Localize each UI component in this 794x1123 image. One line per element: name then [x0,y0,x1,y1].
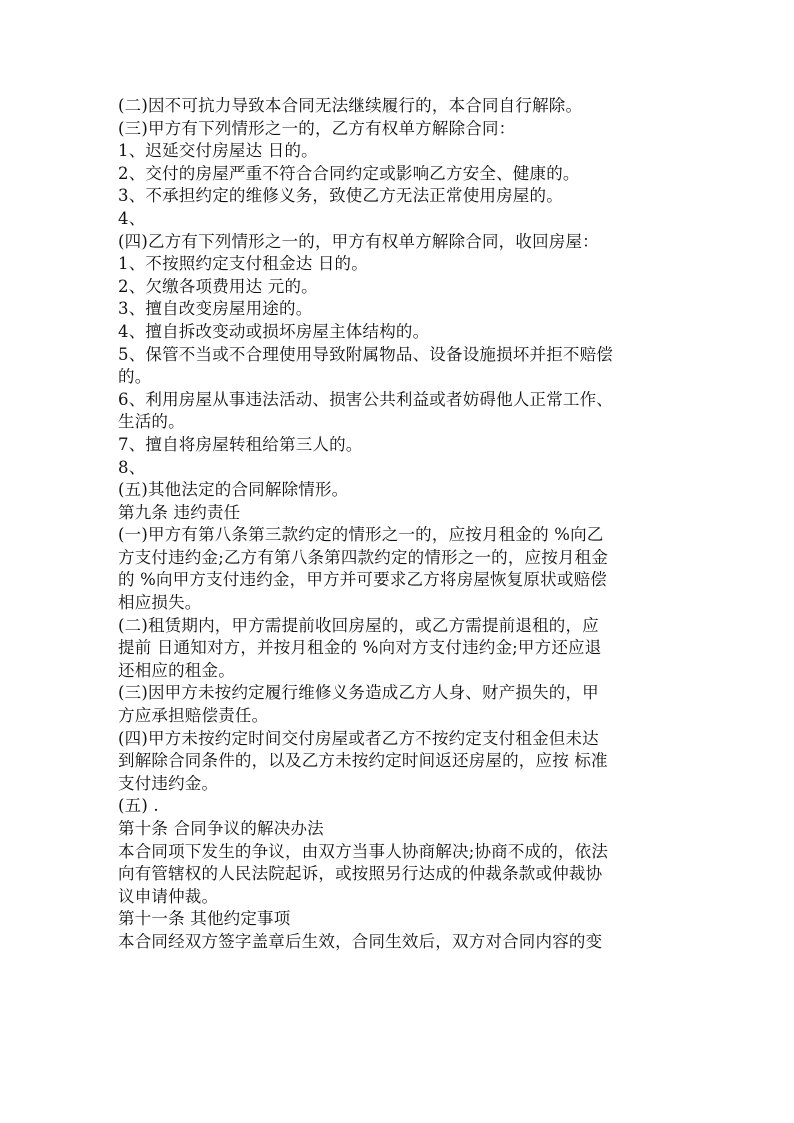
text-line: 1、迟延交付房屋达 日的。 [118,141,318,161]
section-heading: 第九条 违约责任 [118,502,241,522]
text-line: 方支付违约金;乙方有第八条第四款约定的情形之一的，应按月租金 [118,547,609,567]
text-line: 向有管辖权的人民法院起诉，或按照另行达成的仲裁条款或仲裁协 [118,864,603,884]
text-line: 本合同项下发生的争议，由双方当事人协商解决;协商不成的，依法 [118,841,609,861]
text-line: 3、不承担约定的维修义务，致使乙方无法正常使用房屋的。 [118,186,563,206]
text-line: (三)甲方有下列情形之一的，乙方有权单方解除合同： [118,118,516,138]
text-line: 1、不按照约定支付租金达 日的。 [118,254,368,274]
text-line: 2、欠缴各项费用达 元的。 [118,276,318,296]
text-line: 的 %向甲方支付违约金，甲方并可要求乙方将房屋恢复原状或赔偿 [118,570,607,590]
text-line: 4、擅自拆改变动或损坏房屋主体结构的。 [118,321,430,341]
document-body [118,95,684,954]
text-line: (二)租赁期内，甲方需提前收回房屋的，或乙方需提前退租的，应 [118,615,599,635]
text-line: 6、利用房屋从事违法活动、损害公共利益或者妨碍他人正常工作、 [118,389,613,409]
text-line: 2、交付的房屋严重不符合合同约定或影响乙方安全、健康的。 [118,163,580,183]
text-line: 提前 日通知对方，并按月租金的 %向对方支付违约金;甲方还应退 [118,638,602,658]
text-line: 8、 [118,457,146,477]
text-line: 方应承担赔偿责任。 [118,706,269,726]
text-line: (四)乙方有下列情形之一的，甲方有权单方解除合同，收回房屋： [118,231,599,251]
text-line: (四)甲方未按约定时间交付房屋或者乙方不按约定支付租金但未达 [118,728,599,748]
text-line: 相应损失。 [118,593,202,613]
section-heading: 第十一条 其他约定事项 [118,909,291,929]
text-line: 4、 [118,208,146,228]
text-line: 议申请仲裁。 [118,886,219,906]
text-line: (二)因不可抗力导致本合同无法继续履行的，本合同自行解除。 [118,96,583,115]
text-line: (一)甲方有第八条第三款约定的情形之一的，应按月租金的 %向乙 [118,525,604,545]
text-line: (五)其他法定的合同解除情形。 [118,480,349,500]
text-line: 支付违约金。 [118,773,219,793]
text-line: 的。 [118,367,152,387]
section-heading: 第十条 合同争议的解决办法 [118,819,324,838]
text-line: 到解除合同条件的，以及乙方未按约定时间返还房屋的，应按 标准 [118,751,608,771]
text-line: (五) . [118,796,159,816]
text-line: 还相应的租金。 [118,660,235,680]
text-line: 5、保管不当或不合理使用导致附属物品、设备设施损坏并拒不赔偿 [118,344,613,364]
text-line: 7、擅自将房屋转租给第三人的。 [118,434,363,454]
text-line: (三)因甲方未按约定履行维修义务造成乙方人身、财产损失的，甲 [118,683,599,703]
text-line: 本合同经双方签字盖章后生效，合同生效后，双方对合同内容的变 [118,931,603,951]
text-line: 3、擅自改变房屋用途的。 [118,299,313,319]
text-line: 生活的。 [118,412,185,432]
